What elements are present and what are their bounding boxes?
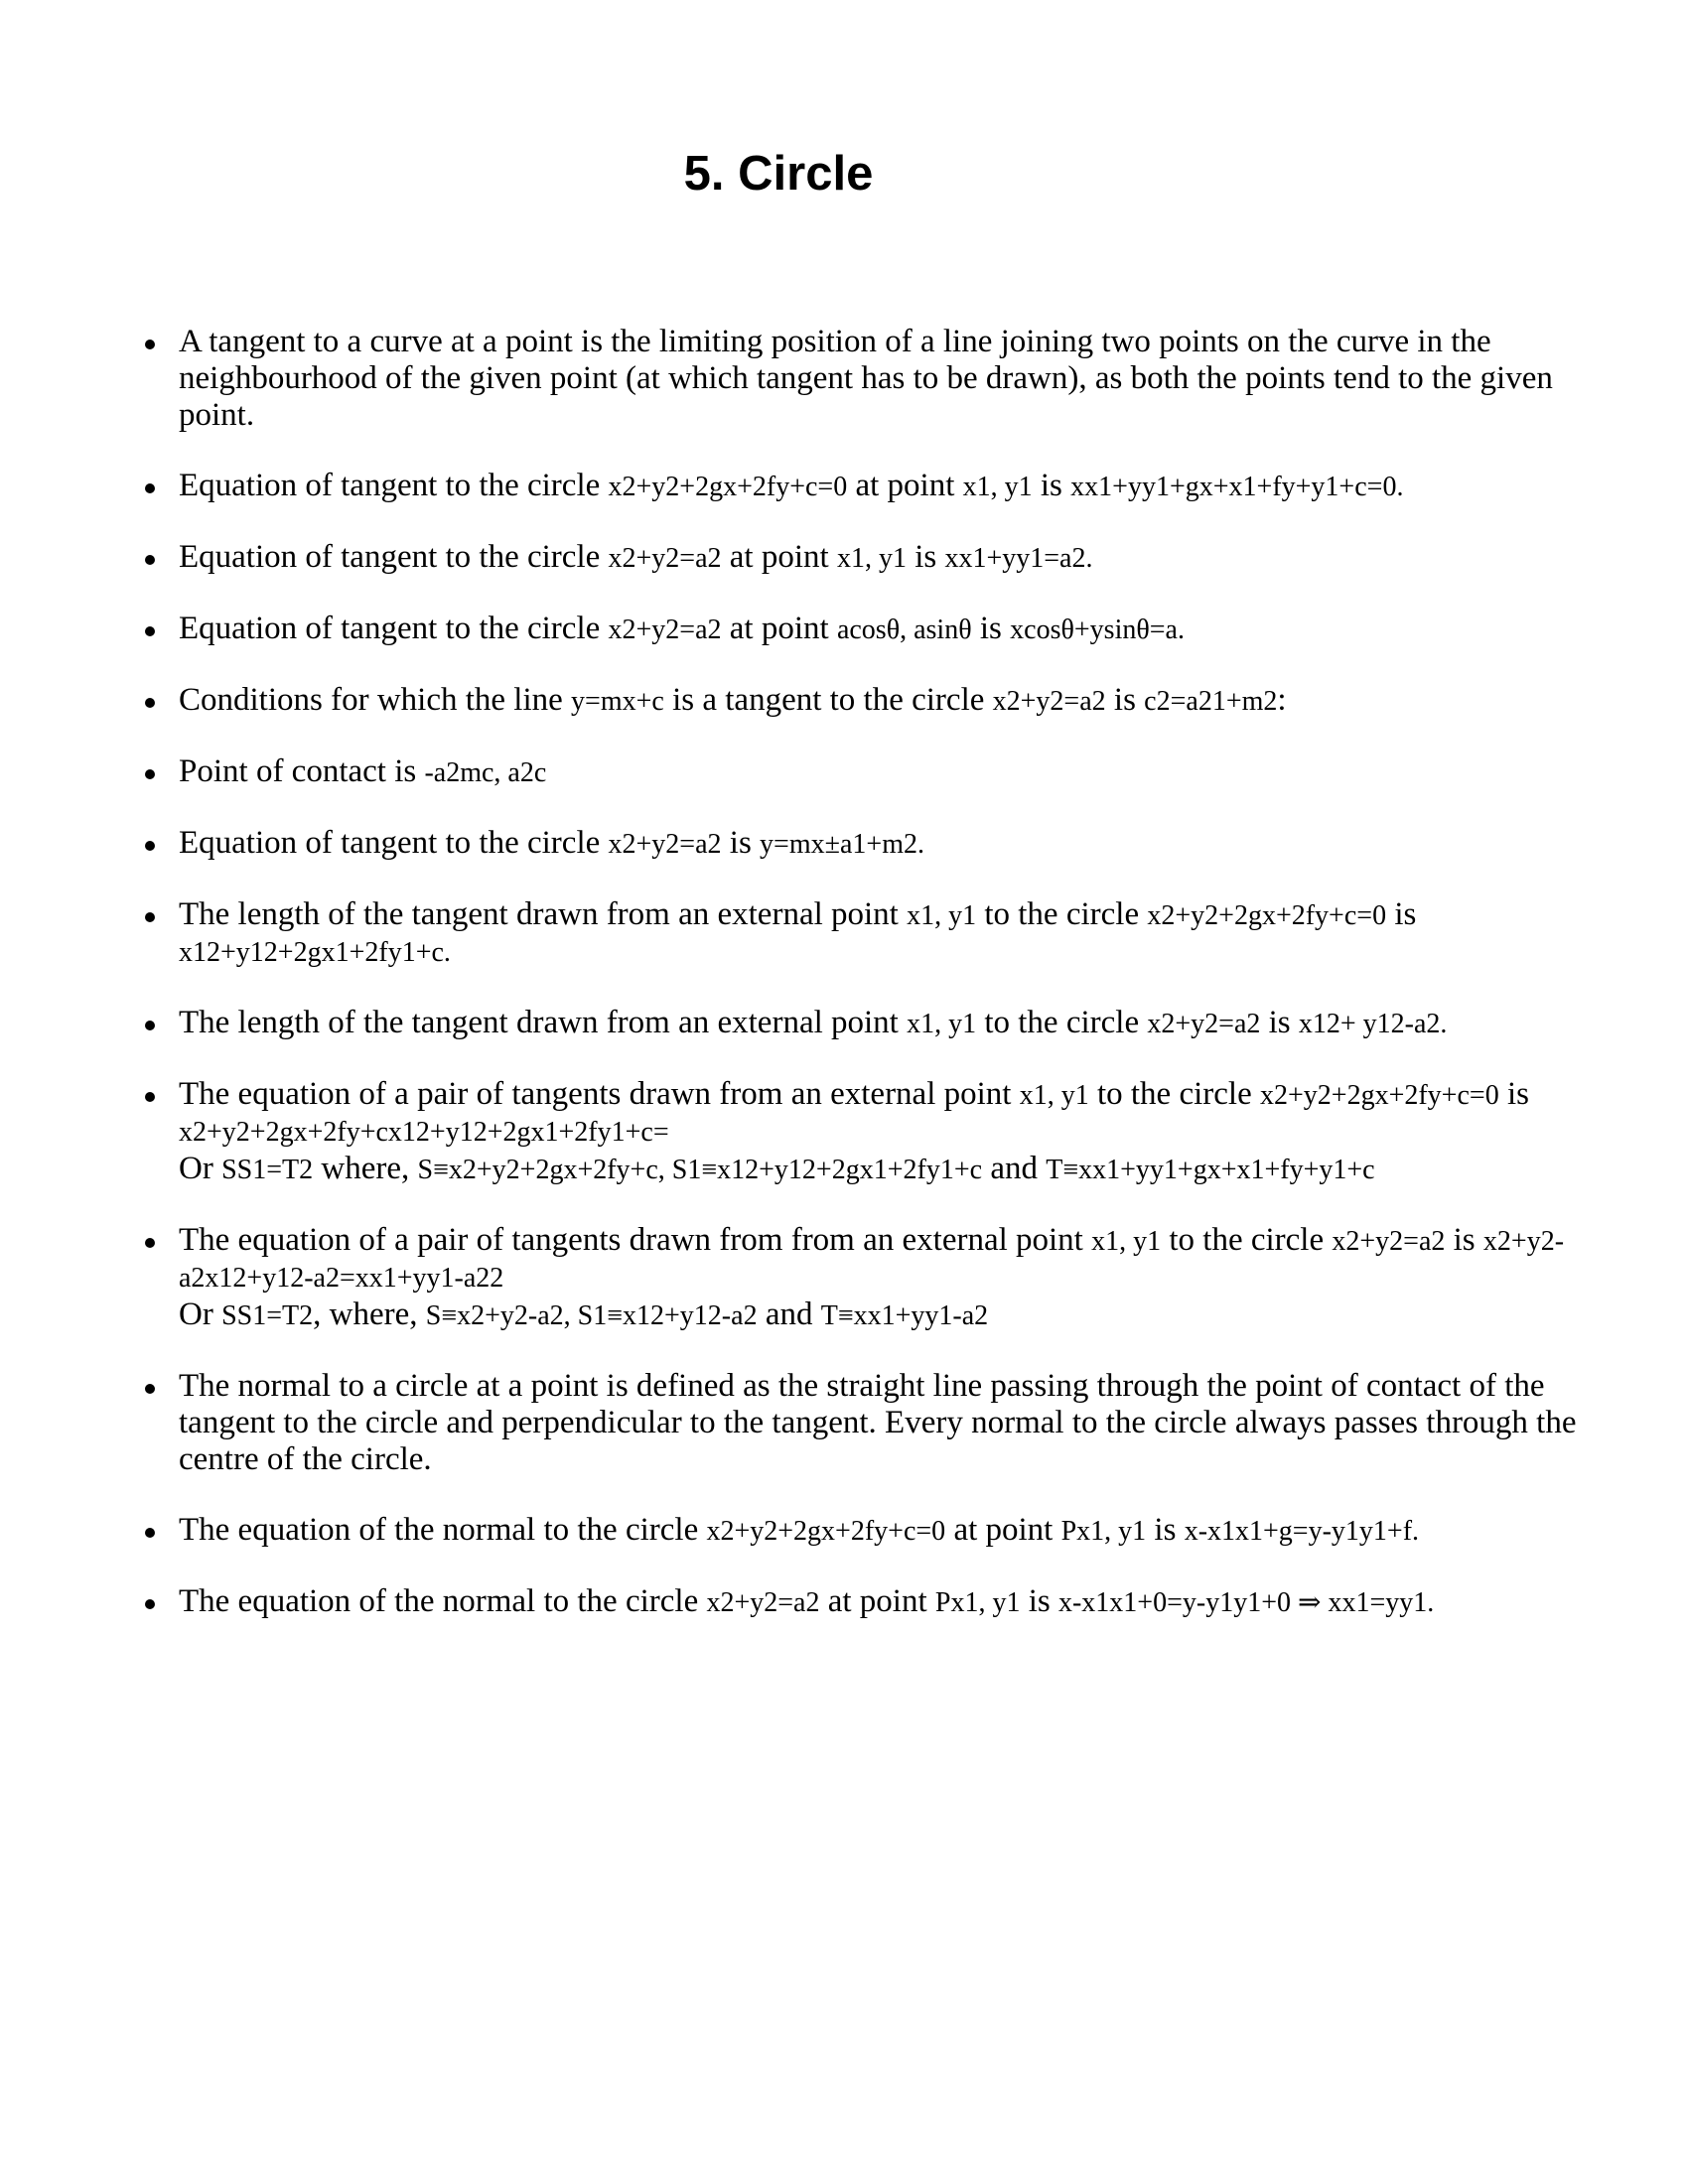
math-expression: x2+y2+2gx+2fy+c=0 bbox=[1147, 900, 1387, 931]
bullet-list bbox=[139, 324, 1609, 1655]
item-text: at point bbox=[847, 468, 963, 503]
list-item bbox=[139, 1512, 1609, 1550]
bullet-icon bbox=[145, 1021, 155, 1030]
math-expression: x2+y2+2gx+2fy+c=0 bbox=[1259, 1080, 1499, 1111]
page-title: 5. Circle bbox=[683, 147, 874, 201]
item-text: The equation of a pair of tangents drawn from from an external point bbox=[179, 1222, 1092, 1258]
item-text: The normal to a circle at a point is defined as the straight line passing through the point of contact of the tangent to the circle and perpendicular to the tangent. Every normal to the circle always passes through the centre of the circle. bbox=[179, 1368, 1577, 1477]
bullet-icon bbox=[145, 340, 155, 349]
bullet-icon bbox=[145, 1528, 155, 1538]
item-text: to the circle bbox=[976, 896, 1148, 932]
math-expression: x1, y1 bbox=[962, 472, 1033, 502]
item-text: Point of contact is bbox=[179, 753, 425, 789]
list-item bbox=[139, 753, 1609, 791]
item-text: is bbox=[1260, 1005, 1299, 1040]
math-expression: x1, y1 bbox=[1091, 1226, 1162, 1257]
item-text: The equation of a pair of tangents drawn from an external point bbox=[179, 1076, 1020, 1112]
item-text: Conditions for which the line bbox=[179, 682, 572, 718]
math-expression: x1, y1 bbox=[836, 543, 907, 574]
list-item bbox=[139, 468, 1609, 505]
math-expression: x12+ y12-a2. bbox=[1298, 1009, 1448, 1039]
math-expression: x2+y2=a2 bbox=[608, 614, 722, 645]
bullet-icon bbox=[145, 1092, 155, 1102]
math-expression: SS1=T2 bbox=[221, 1300, 314, 1331]
item-text: is bbox=[971, 611, 1011, 646]
bullet-icon bbox=[145, 555, 155, 565]
list-item bbox=[139, 682, 1609, 720]
math-expression: xx1+yy1+gx+x1+fy+y1+c=0. bbox=[1070, 472, 1404, 502]
math-expression: x2+y2=a2 bbox=[1332, 1226, 1446, 1257]
math-expression: xcosθ+ysinθ=a. bbox=[1010, 614, 1185, 645]
item-text: to the circle bbox=[976, 1005, 1148, 1040]
item-text: , where, bbox=[313, 1297, 426, 1332]
math-expression: a2x12+y12-a2=xx1+yy1-a22 bbox=[179, 1263, 504, 1294]
item-text: is bbox=[1386, 896, 1417, 932]
item-text: The length of the tangent drawn from an external point bbox=[179, 1005, 908, 1040]
math-expression: x1, y1 bbox=[1019, 1080, 1089, 1111]
item-text: The equation of the normal to the circle bbox=[179, 1583, 707, 1619]
math-expression: SS1=T2 bbox=[221, 1155, 314, 1185]
math-expression: y=mx+c bbox=[571, 686, 664, 717]
math-expression: x2+y2=a2 bbox=[608, 829, 722, 860]
math-expression: c2=a21+m2 bbox=[1144, 686, 1278, 717]
item-text: The equation of the normal to the circle bbox=[179, 1512, 707, 1548]
math-expression: Px1, y1 bbox=[934, 1587, 1021, 1618]
list-item bbox=[139, 1583, 1609, 1621]
item-text: is bbox=[906, 539, 945, 575]
item-text-line bbox=[179, 1151, 1609, 1188]
math-expression: -a2mc, a2c bbox=[424, 757, 547, 788]
list-item bbox=[139, 1222, 1609, 1334]
item-text: A tangent to a curve at a point is the limiting position of a line joining two points on the curve in the neighbourhood of the given point (at which tangent has to be drawn), as both the points tend to the given point. bbox=[179, 324, 1553, 433]
math-expression: T≡xx1+yy1+gx+x1+fy+y1+c bbox=[1046, 1155, 1375, 1185]
item-text: is bbox=[721, 825, 761, 861]
bullet-icon bbox=[145, 698, 155, 708]
bullet-icon bbox=[145, 626, 155, 636]
math-expression: x2+y2+2gx+2fy+c=0 bbox=[706, 1516, 946, 1547]
item-text: at point bbox=[945, 1512, 1061, 1548]
item-text-line bbox=[179, 1297, 1609, 1334]
item-text: Equation of tangent to the circle bbox=[179, 468, 609, 503]
math-expression: x12+y12+2gx1+2fy1+c. bbox=[179, 937, 451, 968]
item-text: : bbox=[1277, 682, 1287, 718]
item-text: Equation of tangent to the circle bbox=[179, 611, 609, 646]
math-expression: x2+y2=a2 bbox=[608, 543, 722, 574]
list-item bbox=[139, 324, 1609, 434]
item-text: and bbox=[757, 1297, 821, 1332]
item-text: Equation of tangent to the circle bbox=[179, 539, 609, 575]
math-expression: x2+y2+2gx+2fy+cx12+y12+2gx1+2fy1+c= bbox=[179, 1117, 669, 1148]
item-text: at point bbox=[721, 539, 837, 575]
math-expression: x1, y1 bbox=[907, 1009, 977, 1039]
item-text: is a tangent to the circle bbox=[663, 682, 993, 718]
item-text: is bbox=[1020, 1583, 1058, 1619]
item-text: is bbox=[1146, 1512, 1185, 1548]
math-expression: T≡xx1+yy1-a2 bbox=[820, 1300, 989, 1331]
item-text: is bbox=[1032, 468, 1071, 503]
bullet-icon bbox=[145, 1384, 155, 1394]
math-expression: S≡x2+y2+2gx+2fy+c, S1≡x12+y12+2gx1+2fy1+c bbox=[417, 1155, 983, 1185]
item-text: is bbox=[1498, 1076, 1529, 1112]
item-text: where, bbox=[313, 1151, 418, 1186]
list-item bbox=[139, 1076, 1609, 1188]
bullet-icon bbox=[145, 1238, 155, 1248]
list-item bbox=[139, 1005, 1609, 1042]
item-text: The length of the tangent drawn from an external point bbox=[179, 896, 908, 932]
math-expression: x2+y2- bbox=[1482, 1226, 1565, 1257]
math-expression: x-x1x1+0=y-y1y1+0 ⇒ xx1=yy1. bbox=[1057, 1587, 1435, 1618]
math-expression: xx1+yy1=a2. bbox=[944, 543, 1093, 574]
math-expression: Px1, y1 bbox=[1060, 1516, 1147, 1547]
math-expression: S≡x2+y2-a2, S1≡x12+y12-a2 bbox=[425, 1300, 758, 1331]
item-text: is bbox=[1445, 1222, 1483, 1258]
item-text: and bbox=[982, 1151, 1047, 1186]
bullet-icon bbox=[145, 841, 155, 851]
list-item bbox=[139, 896, 1609, 971]
item-text: to the circle bbox=[1161, 1222, 1333, 1258]
list-item bbox=[139, 825, 1609, 863]
item-text: to the circle bbox=[1088, 1076, 1260, 1112]
list-item bbox=[139, 539, 1609, 577]
item-text: is bbox=[1105, 682, 1145, 718]
math-expression: x-x1x1+g=y-y1y1+f. bbox=[1184, 1516, 1420, 1547]
math-expression: acosθ, asinθ bbox=[836, 614, 972, 645]
math-expression: y=mx±a1+m2. bbox=[760, 829, 924, 860]
math-expression: x1, y1 bbox=[907, 900, 977, 931]
math-expression: x2+y2=a2 bbox=[706, 1587, 820, 1618]
item-text: at point bbox=[721, 611, 837, 646]
list-item bbox=[139, 1368, 1609, 1478]
math-expression: x2+y2=a2 bbox=[1147, 1009, 1261, 1039]
math-expression: x2+y2=a2 bbox=[992, 686, 1106, 717]
item-text: Or bbox=[179, 1297, 222, 1332]
item-text: Or bbox=[179, 1151, 222, 1186]
item-text: Equation of tangent to the circle bbox=[179, 825, 609, 861]
item-text: at point bbox=[819, 1583, 935, 1619]
bullet-icon bbox=[145, 769, 155, 779]
bullet-icon bbox=[145, 483, 155, 493]
math-expression: x2+y2+2gx+2fy+c=0 bbox=[608, 472, 848, 502]
list-item bbox=[139, 611, 1609, 648]
bullet-icon bbox=[145, 912, 155, 922]
bullet-icon bbox=[145, 1599, 155, 1609]
